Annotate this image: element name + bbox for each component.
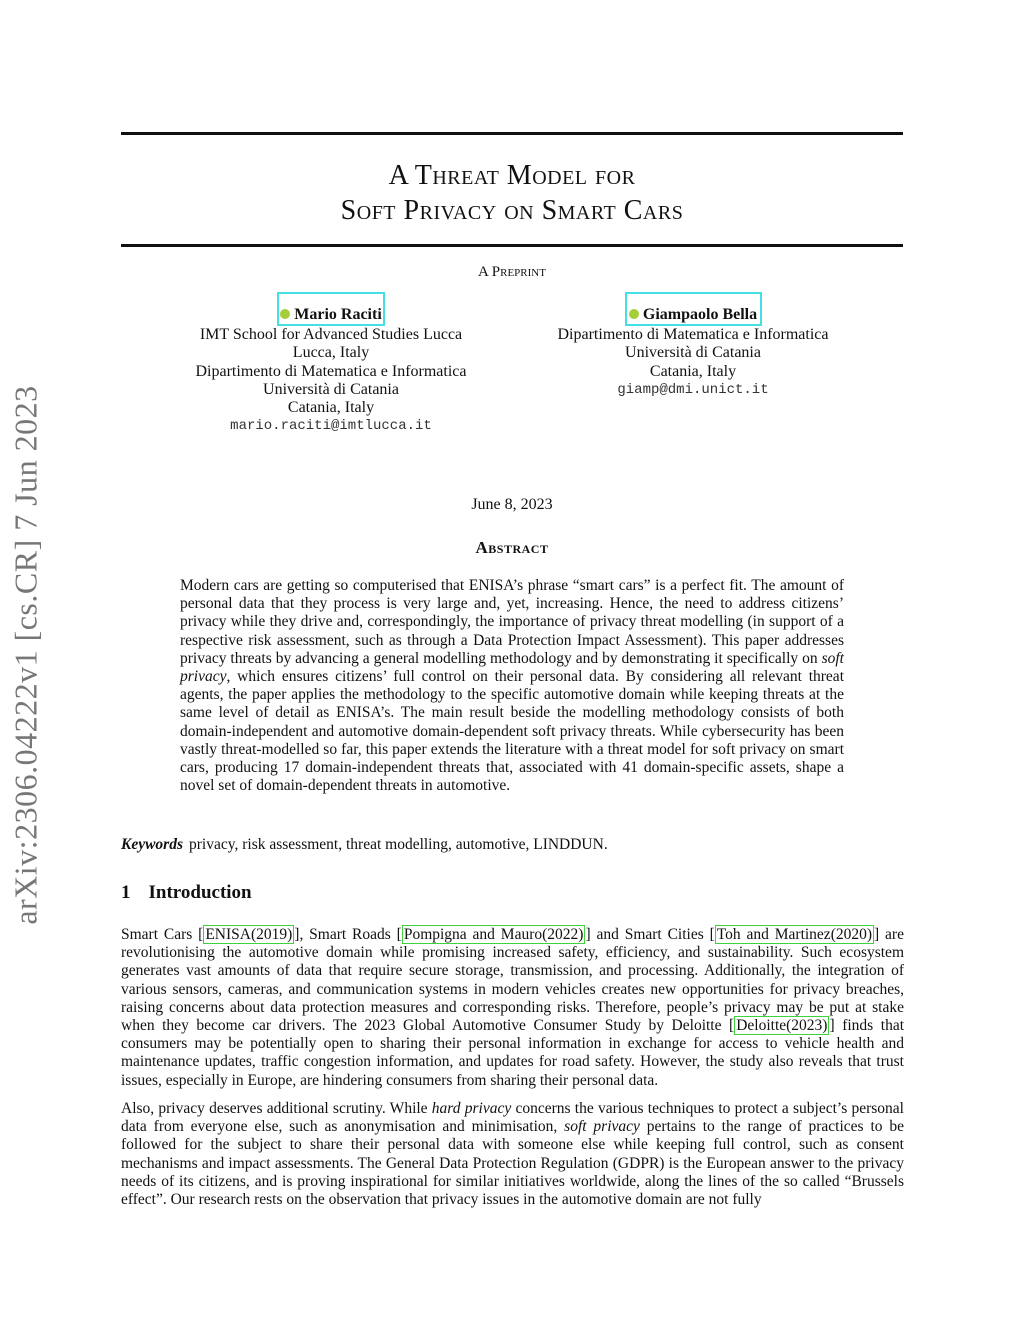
orcid-icon[interactable] [629,309,639,319]
author-1-email[interactable]: mario.raciti@imtlucca.it [230,418,432,435]
citation-pompigna[interactable]: Pompigna and Mauro(2022) [403,926,584,943]
preprint-label: A Preprint [478,264,546,280]
abstract-emphasis: soft privacy [180,649,844,686]
author-2-name: Giampaolo Bella [642,306,758,323]
bottom-rule [121,244,903,247]
emphasis-hard-privacy: hard privacy [431,1100,512,1117]
orcid-icon[interactable] [280,309,290,319]
author-2-email[interactable]: giamp@dmi.unict.it [617,381,769,398]
author-2-affil-3: Catania, Italy [649,362,737,380]
author-1-affil-4: Università di Catania [263,380,399,398]
abstract-text: Modern cars are getting so computerised that ENISA’s phrase “smart cars” is a perfect fit. The amount of personal data that they process is very large and, yet, increasing. Hence, the need to address citizens’ privacy while they drive and, correspondingly, the importance of privacy threat modelling (in support of a respective risk assessment, such as through a Data Protection Impact Assessment). This paper addresses privacy threats by advancing a general modelling methodology and by demonstrating it specifically on soft privacy, which ensures citizens’ full control on their personal data. By considering all relevant threat agents, the paper applies the methodology to the specific automotive domain while keeping threats at the same level of detail as ENISA’s. The main result beside the modelling methodology consists of both domain-independent and automotive domain-dependent soft privacy threats. While cybersecurity has been vastly threat-modelled so far, this paper extends the literature with a threat model for soft privacy on smart cars, producing 17 domain-independent threats that, associated with 41 domain-specific assets, shape a novel set of domain-dependent threats in automotive. [180,577,844,795]
date: June 8, 2023 [471,496,553,513]
author-1-affil-2: Lucca, Italy [292,344,370,362]
arxiv-id: arXiv:2306.04222v1 [cs.CR] 7 Jun 2023 [7,385,44,925]
author-1-name-box[interactable] [277,292,385,326]
intro-paragraph-1: Smart Cars [ ENISA(2019) ], Smart Roads [ Pompigna and Mauro(2022) ] and Smart Cities [ Toh and Martinez(2020) ] are revolutionising the automotive domain while promising increased safety, efficiency, and sustainability. Such ecosystem generates vast amounts of data that require secure storage, transmission, and processing. Additionally, the integration of various sensors, cameras, and communication systems in modern vehicles creates new opportunities for privacy breaches, raising concerns about data protection measures and corresponding risks. Therefore, people’s privacy may be put at stake when they become car drivers. The 2023 Global Automotive Consumer Study by Deloitte [ Deloitte(2023) ] finds that consumers may be potentially open to sharing their personal information in exchange for access to vehicle health and maintenance updates, traffic congestion information, and updates for road safety. However, the study also reveals that trust issues, especially in Europe, are hindering consumers from sharing their personal data. [121,926,905,1089]
section-heading [121,882,252,904]
author-1 [171,292,491,435]
citation-deloitte[interactable]: Deloitte(2023) [736,1017,828,1035]
section-title: Introduction [148,882,252,903]
author-1-name: Mario Raciti [294,306,382,323]
author-2-affil-1: Dipartimento di Matematica e Informatica [557,326,829,344]
author-1-affil-5: Catania, Italy [287,399,375,417]
title-line-2: Soft Privacy on Smart Cars [340,195,684,226]
section-number: 1 [121,882,131,903]
top-rule [121,132,903,135]
emphasis-soft-privacy: soft privacy [564,1118,640,1136]
author-2 [533,292,853,399]
keywords [121,836,608,854]
citation-enisa[interactable]: ENISA(2019) [205,926,293,943]
keywords-text: privacy, risk assessment, threat modelling, automotive, LINDDUN. [189,836,608,853]
intro-paragraph-2: Also, privacy deserves additional scrutiny. While hard privacy concerns the various techniques to protect a subject’s personal data from everyone else, such as anonymisation and minimisation, soft privacy pertains to the range of practices to be followed for the subject to share their personal data with someone else while keeping full control, such as consent mechanisms and impact assessments. The General Data Protection Regulation (GDPR) is the European answer to the privacy needs of its citizens, and is proving inspirational for similar initiatives worldwide, along the lines of the so called “Brussels effect”. Our research rests on the observation that privacy issues in the automotive domain are not fully [121,1100,905,1209]
citation-toh[interactable]: Toh and Martinez(2020) [716,926,873,943]
keywords-label: Keywords [121,836,183,853]
title-line-1: A Threat Model for [388,160,636,191]
author-2-name-box[interactable] [625,292,762,326]
author-1-affil-3: Dipartimento di Matematica e Informatica [195,362,467,380]
author-2-affil-2: Università di Catania [625,344,761,362]
abstract-heading: Abstract [475,538,549,557]
author-1-affil-1: IMT School for Advanced Studies Lucca [199,326,463,344]
